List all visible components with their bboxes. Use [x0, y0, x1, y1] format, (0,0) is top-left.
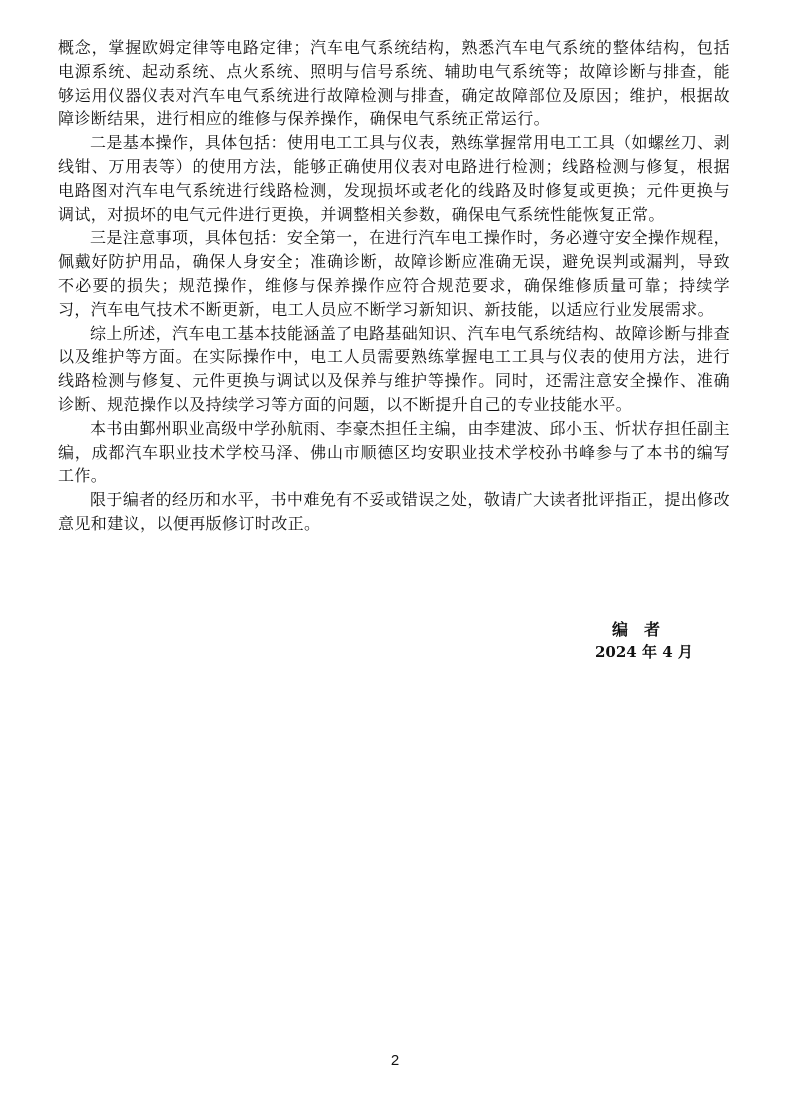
- paragraph-continued: 概念，掌握欧姆定律等电路定律；汽车电气系统结构，熟悉汽车电气系统的整体结构，包括电源系统、起动系统、点火系统、照明与信号系统、辅助电气系统等；故障诊断与排查，能够运用仪器仪表对汽车电气系统进行故障检测与排查，确定故障部位及原因；维护，根据故障诊断结果，进行相应的维修与保养操作，确保电气系统正常运行。: [58, 38, 730, 129]
- paragraph-closing: 限于编者的经历和水平，书中难免有不妥或错误之处，敬请广大读者批评指正，提出修改意见和建议，以便再版修订时改正。: [58, 490, 730, 533]
- page-number: 2: [390, 1052, 400, 1069]
- paragraph-authors: 本书由鄞州职业高级中学孙航雨、李豪杰担任主编，由李建波、邱小玉、忻状存担任副主编，成都汽车职业技术学校马泽、佛山市顺德区均安职业技术学校孙书峰参与了本书的编写工作。: [58, 418, 730, 486]
- body-text: [58, 36, 730, 536]
- paragraph-precautions: 三是注意事项，具体包括：安全第一，在进行汽车电工操作时，务必遵守安全操作规程，佩戴好防护用品，确保人身安全；准确诊断，故障诊断应准确无误，避免误判或漏判，导致不必要的损失；规范操作，维修与保养操作应符合规范要求，确保维修质量可靠；持续学习，汽车电气技术不断更新，电工人员应不断学习新知识、新技能，以适应行业发展需求。: [58, 228, 730, 319]
- signature-date: 2024 年 4 月: [595, 643, 693, 661]
- paragraph-basic-operations: 二是基本操作，具体包括：使用电工工具与仪表，熟练掌握常用电工工具（如螺丝刀、剥线钳、万用表等）的使用方法，能够正确使用仪表对电路进行检测；线路检测与修复，根据电路图对汽车电气系统进行线路检测，发现损坏或老化的线路及时修复或更换；元件更换与调试，对损坏的电气元件进行更换，并调整相关参数，确保电气系统性能恢复正常。: [58, 133, 730, 224]
- paragraph-summary: 综上所述，汽车电工基本技能涵盖了电路基础知识、汽车电气系统结构、故障诊断与排查以及维护等方面。在实际操作中，电工人员需要熟练掌握电工工具与仪表的使用方法，进行线路检测与修复、元件更换与调试以及保养与维护等操作。同时，还需注意安全操作、准确诊断、规范操作以及持续学习等方面的问题，以不断提升自己的专业技能水平。: [58, 323, 730, 414]
- signature-role: 编 者: [612, 620, 661, 639]
